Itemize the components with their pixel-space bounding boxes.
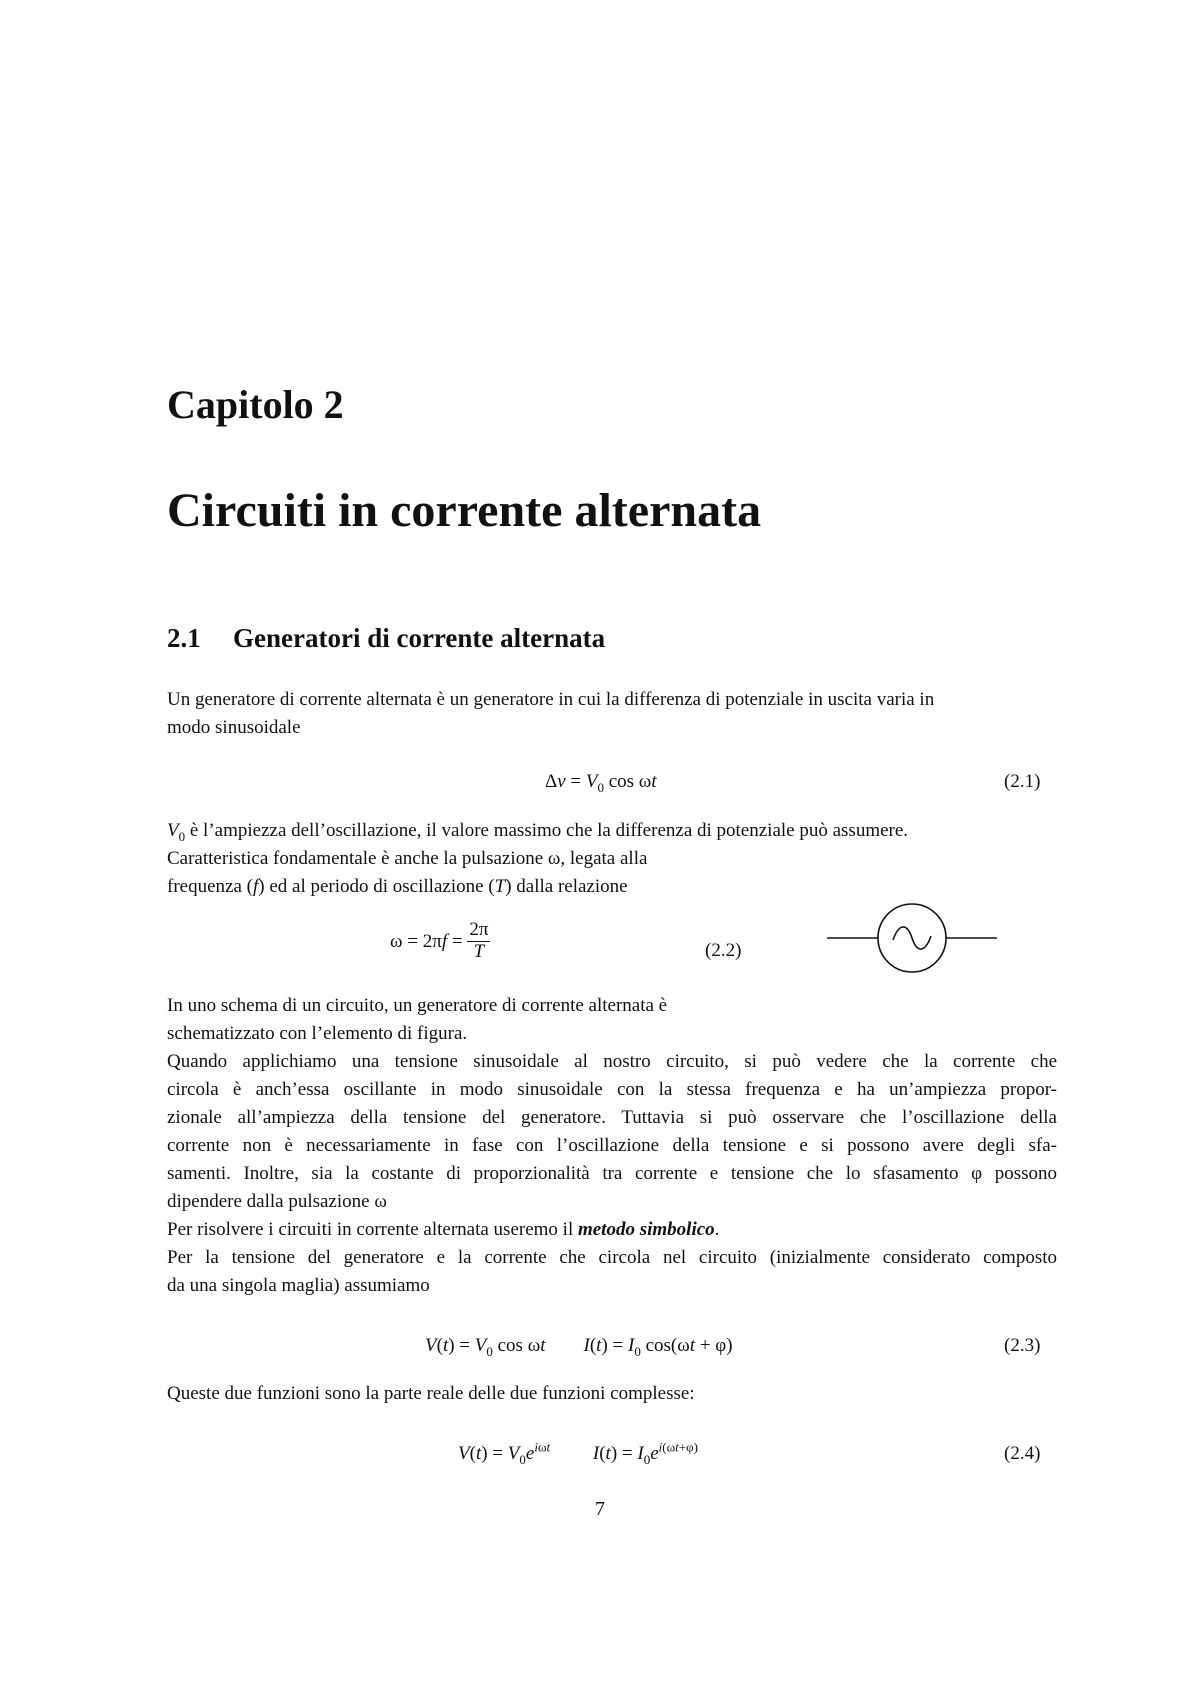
paragraph-body <box>167 992 1057 1300</box>
equation-2-3: $V(t) = V_0$ cos ωt $I(t) = I_0$ cos(ωt + φ) <box>425 1335 733 1359</box>
symbol-subscript: 0 <box>178 828 186 844</box>
text-line: Caratteristica fondamentale è anche la pulsazione ω, legata alla <box>167 848 648 869</box>
text-line: da una singola maglia) assumiamo <box>167 1275 430 1296</box>
text-line: Queste due funzioni sono la parte reale delle due funzioni complesse: <box>167 1383 695 1404</box>
equation-number: (2.4) <box>1004 1443 1041 1464</box>
text-line: corrente non è necessariamente in fase con l’oscillazione della tensione e si possono avere degli sfa- <box>167 1135 1057 1156</box>
text-line: dipendere dalla pulsazione ω <box>167 1191 387 1212</box>
text-line: In uno schema di un circuito, un generatore di corrente alternata è <box>167 995 668 1016</box>
text-line: schematizzato con l’elemento di figura. <box>167 1023 468 1044</box>
text-line: Un generatore di corrente alternata è un generatore in cui la differenza di potenziale in uscita varia in <box>167 689 935 710</box>
paragraph-intro <box>167 686 934 742</box>
chapter-label: Capitolo 2 <box>167 382 344 427</box>
equation-number: (2.3) <box>1004 1335 1041 1356</box>
paragraph-amplitude <box>167 817 908 901</box>
text-line: zionale all’ampiezza della tensione del generatore. Tuttavia si può osservare che l’oscillazione della <box>167 1107 1057 1128</box>
equation-number: (2.1) <box>1004 771 1041 792</box>
paragraph-complex <box>167 1380 695 1408</box>
symbol-v: V <box>167 820 179 841</box>
section-heading <box>167 625 605 652</box>
chapter-title: Circuiti in corrente alternata <box>167 484 762 537</box>
text-line: frequenza (f) ed al periodo di oscillazione (T) dalla relazione <box>167 876 628 897</box>
section-number: 2.1 <box>167 623 201 653</box>
equation-2-4: $V(t) = V_0e^{i\omega t}$ $I(t) = I_0e^{i(\omega t+\varphi)}$ <box>458 1439 698 1467</box>
equation-2-2: ω = 2πf = $\frac{2\pi}{T}$ <box>390 919 489 962</box>
ac-generator-symbol-icon <box>827 903 997 973</box>
emphasis: metodo simbolico <box>577 1219 715 1240</box>
text-line: $V_0$ è l’ampiezza dell’oscillazione, il valore massimo che la differenza di potenziale può assumere. <box>167 820 909 844</box>
text-line: Per la tensione del generatore e la corrente che circola nel circuito (inizialmente considerato composto <box>167 1247 1057 1268</box>
text-line: circola è anch’essa oscillante in modo sinusoidale con la stessa frequenza e ha un’ampiezza propor- <box>167 1079 1057 1100</box>
section-title: Generatori di corrente alternata <box>233 623 606 653</box>
text-line: modo sinusoidale <box>167 717 301 738</box>
fraction: $\frac{2\pi}{T}$ <box>469 919 489 962</box>
equation-number: (2.2) <box>705 940 742 961</box>
equation-2-1: $\Delta v = V_0$ cos ωt <box>545 771 657 795</box>
symbol-f: f <box>252 876 259 897</box>
text-line: samenti. Inoltre, sia la costante di proporzionalità tra corrente e tensione che lo sfasamento φ possono <box>167 1163 1057 1184</box>
symbol-t: T <box>494 876 506 897</box>
text-line: Per risolvere i circuiti in corrente alternata useremo il metodo simbolico. <box>167 1219 720 1240</box>
page-number: 7 <box>595 1498 605 1520</box>
text-line: Quando applichiamo una tensione sinusoidale al nostro circuito, si può vedere che la corrente che <box>167 1051 1057 1072</box>
